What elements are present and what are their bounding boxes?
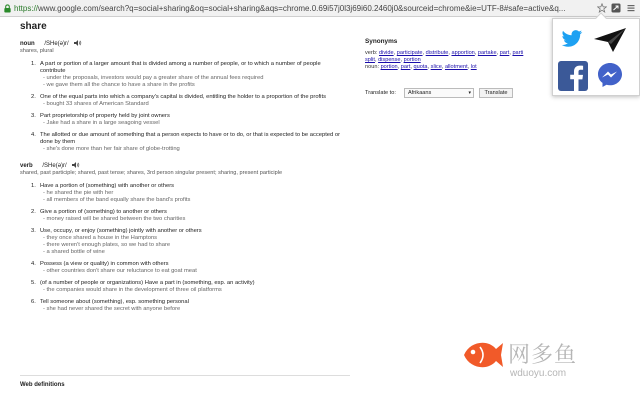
definition-number: 6. (31, 299, 36, 305)
synonym-link[interactable]: dispense (378, 57, 401, 63)
synonyms-panel (365, 38, 565, 71)
verb-header (20, 162, 350, 170)
synonym-link[interactable]: part (499, 50, 510, 56)
example-sentence: - she had never shared the secret with anyone before (43, 306, 181, 312)
definition-number: 1. (31, 183, 36, 189)
synonym-link[interactable]: split (365, 57, 375, 63)
definition-number: 4. (31, 132, 36, 138)
synonym-link[interactable]: distribute (425, 50, 449, 56)
example-sentence: - she's done more than her fair share of globe-trotting (43, 146, 180, 152)
definition-text: One of the equal parts into which a company's capital is divided, entitling the holder to a proportion of the profits (40, 94, 326, 100)
definition-item (20, 261, 340, 275)
synonym-link[interactable]: portion (403, 57, 421, 63)
definition-item (20, 183, 340, 204)
definition-text: Have a portion of (something) with another or others (40, 183, 175, 189)
definition-item (20, 94, 340, 108)
speaker-icon[interactable] (72, 162, 80, 168)
translate-label: Translate to: (365, 90, 396, 96)
verb-synonyms: verb: divide, participate, distribute, apportion, partake, part, parti (365, 50, 524, 56)
example-sentence: - money raised will be shared between the two charities (43, 216, 186, 222)
watermark-url: wduoyu.com (510, 368, 567, 379)
synonym-link[interactable]: lot (470, 64, 477, 70)
definition-text: Tell someone about (something), esp. something personal (40, 299, 189, 305)
synonym-link[interactable]: allotment (444, 64, 468, 70)
translate-row (365, 87, 565, 101)
synonym-link[interactable]: slice (430, 64, 442, 70)
dictionary-panel (20, 20, 350, 318)
definition-number: 4. (31, 261, 36, 267)
facebook-icon[interactable] (558, 61, 588, 91)
definition-item (20, 299, 340, 313)
example-sentence: - they once shared a house in the Hamptons (43, 235, 158, 241)
definition-text: Part proprietorship of property held by joint owners (40, 113, 170, 119)
definition-item (20, 209, 340, 223)
menu-icon[interactable] (626, 3, 636, 13)
pos-label: verb (20, 163, 33, 169)
synonym-link[interactable]: apportion (451, 50, 475, 56)
synonym-link[interactable]: divide (379, 50, 394, 56)
definition-item (20, 228, 340, 256)
lock-icon (3, 4, 12, 13)
url-text[interactable]: https://www.google.com/search?q=social+sharing&oq=social+sharing&aqs=chrome.0.69i57j0l3j69i60.2460j0&sourceid=chrome&ie=UTF-8#safe=active&q... (14, 4, 566, 13)
synonym-link[interactable]: partake (477, 50, 497, 56)
noun-synonyms: noun: portion, part, quota, slice, allotment, lot (365, 64, 477, 70)
example-sentence: - all members of the band equally share the band's profits (43, 197, 191, 203)
web-definitions (20, 375, 350, 389)
definition-item (20, 61, 340, 89)
definition-text: The allotted or due amount of something that a person expects to have or to do, or that is expected to be accepted or done by them (40, 132, 341, 145)
definition-text: (of a number of people or organizations) Have a part in (something, esp. an activity) (40, 280, 255, 286)
fish-logo-icon (460, 335, 504, 375)
definition-item (20, 132, 340, 153)
definition-number: 3. (31, 113, 36, 119)
twitter-icon[interactable] (561, 29, 583, 49)
verb-forms: shared, past participle; shared, past tense; shares, 3rd person singular present; sharing, present participle (20, 170, 283, 176)
synonym-link[interactable]: part (400, 64, 411, 70)
headword: share (20, 21, 47, 32)
example-sentence: - there weren't enough plates, so we had to share (43, 242, 171, 248)
phonetic: /SHe(ə)r/ (44, 41, 69, 47)
phonetic: /SHe(ə)r/ (42, 163, 67, 169)
share-popup (552, 18, 640, 96)
example-sentence: - bought 33 shares of American Standard (43, 101, 149, 107)
definition-item (20, 280, 340, 294)
web-definitions-heading: Web definitions (20, 382, 65, 388)
definition-text: Possess (a view or quality) in common with others (40, 261, 169, 267)
example-sentence: - under the proposals, investors would pay a greater share of the annual fees required (43, 75, 264, 81)
definition-number: 3. (31, 228, 36, 234)
synonym-link[interactable]: participate (396, 50, 423, 56)
language-select[interactable]: Afrikaans ▾ (404, 88, 474, 98)
noun-definitions (20, 61, 350, 153)
example-sentence: - we gave them all the chance to have a share in the profits (43, 82, 195, 88)
definition-number: 2. (31, 209, 36, 215)
example-sentence: - a shared bottle of wine (43, 249, 105, 255)
definition-number: 5. (31, 280, 36, 286)
watermark-text: 网多鱼 (508, 343, 578, 368)
definition-number: 2. (31, 94, 36, 100)
chevron-down-icon: ▾ (468, 90, 471, 96)
watermark (460, 330, 640, 400)
example-sentence: - the companies would share in the development of three oil platforms (43, 287, 222, 293)
verb-definitions (20, 183, 350, 313)
definition-text: Give a portion of (something) to another or others (40, 209, 167, 215)
verb-synonyms-cont: split, dispense, portion (365, 57, 421, 63)
example-sentence: - Jake had a share in a large seagoing vessel (43, 120, 160, 126)
definition-text: Use, occupy, or enjoy (something) jointly with another or others (40, 228, 202, 234)
synonym-link[interactable]: quota (413, 64, 428, 70)
translate-button[interactable]: Translate (479, 88, 513, 98)
messenger-icon[interactable] (597, 62, 623, 88)
pos-label: noun (20, 41, 35, 47)
noun-forms: shares, plural (20, 48, 54, 54)
speaker-icon[interactable] (74, 40, 82, 46)
synonym-link[interactable]: parti (512, 50, 524, 56)
definition-item (20, 113, 340, 127)
address-bar[interactable] (0, 0, 640, 17)
bookmark-star-icon[interactable] (597, 3, 607, 13)
definition-number: 1. (31, 61, 36, 67)
send-paper-plane-icon[interactable] (593, 27, 627, 53)
share-extension-icon[interactable] (611, 3, 621, 13)
noun-header (20, 40, 350, 48)
example-sentence: - other countries don't share our reluctance to eat goat meat (43, 268, 197, 274)
example-sentence: - he shared the pie with her (43, 190, 114, 196)
synonym-link[interactable]: portion (380, 64, 398, 70)
definition-text: A part or portion of a larger amount that is divided among a number of people, or to which a number of people contribute (40, 61, 321, 74)
synonyms-title: Synonyms (365, 38, 398, 45)
